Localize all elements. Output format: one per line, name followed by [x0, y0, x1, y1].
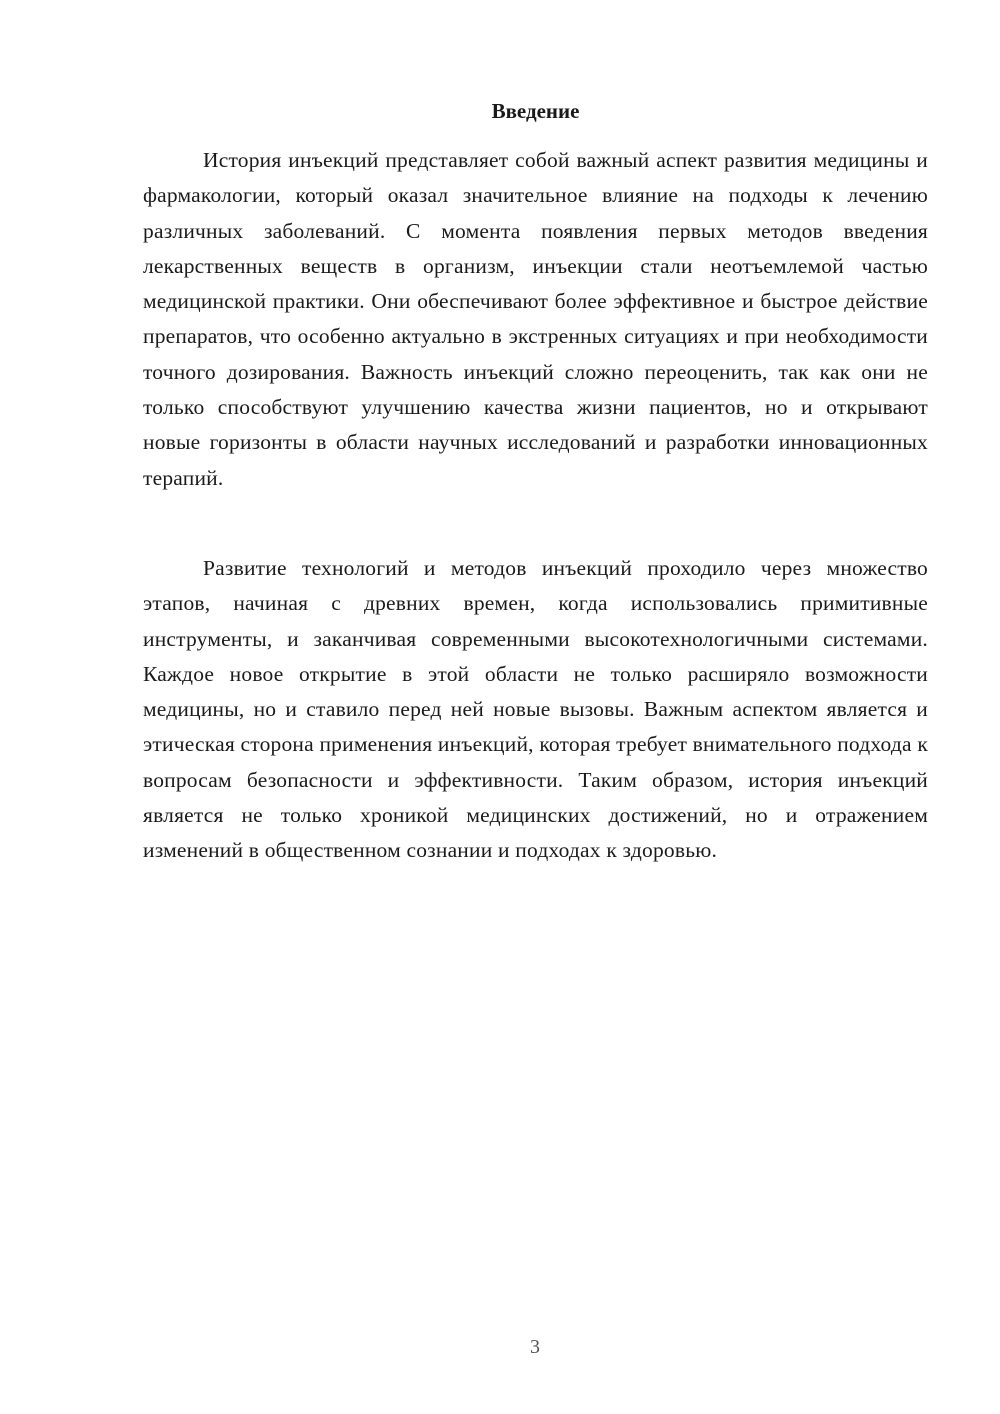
section-heading: Введение [491, 99, 580, 123]
page-number: 3 [530, 1336, 540, 1358]
paragraph-2: Развитие технологий и методов инъекций проходило через множество этапов, начиная с древних времен, когда использовались примитивные инструменты, и заканчивая современными высокотехнологичными системами. Каждое новое открытие в этой области не только расширяло возможности медицины, но и ставило перед ней новые вызовы. Важным аспектом является и этическая сторона применения инъекций, которая требует внимательного подхода к вопросам безопасности и эффективности. Таким образом, история инъекций является не только хроникой медицинских достижений, но и отражением изменений в общественном сознании и подходах к здоровью. [143, 556, 928, 863]
paragraph-1: История инъекций представляет собой важный аспект развития медицины и фармакологии, который оказал значительное влияние на подходы к лечению различных заболеваний. С момента появления первых методов введения лекарственных веществ в организм, инъекции стали неотъемлемой частью медицинской практики. Они обеспечивают более эффективное и быстрое действие препаратов, что особенно актуально в экстренных ситуациях и при необходимости точного дозирования. Важность инъекций сложно переоценить, так как они не только способствуют улучшению качества жизни пациентов, но и открывают новые горизонты в области научных исследований и разработки инновационных терапий. [143, 148, 928, 490]
